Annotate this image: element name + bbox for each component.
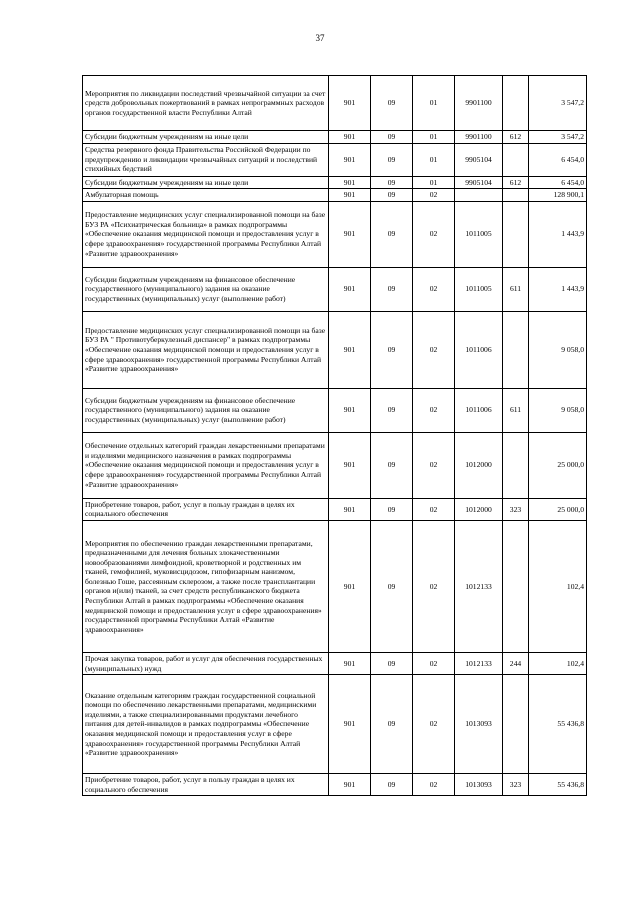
- row-subsection-code: 02: [413, 774, 455, 796]
- row-target-article-code: 1011006: [455, 311, 503, 388]
- row-expense-type-code: [503, 675, 529, 774]
- row-grbs-code: 901: [329, 311, 371, 388]
- table-row: [83, 498, 587, 520]
- row-amount: 55 436,8: [529, 774, 587, 796]
- row-amount: 3 547,2: [529, 131, 587, 144]
- row-name: Предоставление медицинских услуг специализированной помощи на базе БУЗ РА " Противотуберкулезный диспансер" в рамках подпрограммы «Обеспечение оказания медицинской помощи и предоставления услуг в сфере здравоохранения» государственной программы Республики Алтай «Развитие здравоохранения»: [83, 311, 329, 388]
- row-name: Обеспечение отдельных категорий граждан лекарственными препаратами и изделиями медицинского назначения в рамках подпрограммы «Обеспечение оказания медицинской помощи и предоставления услуг в сфере здравоохранения» государственной программы Республики Алтай «Развитие здравоохранения»: [83, 432, 329, 498]
- row-section-code: 09: [371, 189, 413, 202]
- row-grbs-code: 901: [329, 189, 371, 202]
- row-target-article-code: 1013093: [455, 675, 503, 774]
- row-grbs-code: 901: [329, 76, 371, 131]
- row-target-article-code: 9905104: [455, 143, 503, 176]
- row-target-article-code: [455, 189, 503, 202]
- row-target-article-code: 1011005: [455, 267, 503, 311]
- row-target-article-code: 9905104: [455, 176, 503, 189]
- row-name: Мероприятия по ликвидации последствий чрезвычайной ситуации за счет средств добровольных пожертвований в рамках непрограммных расходов органов государственной власти Республики Алтай: [83, 76, 329, 131]
- row-subsection-code: 02: [413, 201, 455, 267]
- row-subsection-code: 01: [413, 76, 455, 131]
- table-row: [83, 774, 587, 796]
- table-row: [83, 131, 587, 144]
- row-expense-type-code: 611: [503, 388, 529, 432]
- row-section-code: 09: [371, 76, 413, 131]
- table-row: [83, 520, 587, 652]
- row-grbs-code: 901: [329, 652, 371, 674]
- row-grbs-code: 901: [329, 267, 371, 311]
- row-subsection-code: 02: [413, 267, 455, 311]
- row-name: Оказание отдельным категориям граждан государственной социальной помощи по обеспечению лекарственными препаратами, медицинскими изделиями, а также специализированными продуктами лечебного питания для детей-инвалидов в рамках подпрограммы «Обеспечение оказания медицинской помощи и предоставления услуг в сфере здравоохранения» государственной программы Республики Алтай «Развитие здравоохранения»: [83, 675, 329, 774]
- row-section-code: 09: [371, 311, 413, 388]
- row-amount: 9 058,0: [529, 311, 587, 388]
- row-grbs-code: 901: [329, 520, 371, 652]
- row-name: Субсидии бюджетным учреждениям на финансовое обеспечение государственного (муниципального) задания на оказание государственных (муниципальных) услуг (выполнение работ): [83, 267, 329, 311]
- row-name: Амбулаторная помощь: [83, 189, 329, 202]
- row-amount: 128 900,1: [529, 189, 587, 202]
- row-amount: 6 454,0: [529, 143, 587, 176]
- row-amount: 9 058,0: [529, 388, 587, 432]
- row-section-code: 09: [371, 675, 413, 774]
- row-target-article-code: 1011005: [455, 201, 503, 267]
- row-expense-type-code: 611: [503, 267, 529, 311]
- row-grbs-code: 901: [329, 432, 371, 498]
- row-name: Приобретение товаров, работ, услуг в пользу граждан в целях их социального обеспечения: [83, 774, 329, 796]
- row-name: Субсидии бюджетным учреждениям на иные цели: [83, 131, 329, 144]
- page-number: 37: [315, 33, 325, 43]
- table-row: [83, 267, 587, 311]
- table-row: [83, 201, 587, 267]
- row-subsection-code: 02: [413, 675, 455, 774]
- row-amount: 1 443,9: [529, 201, 587, 267]
- row-target-article-code: 1012133: [455, 652, 503, 674]
- row-expense-type-code: [503, 76, 529, 131]
- row-expense-type-code: [503, 143, 529, 176]
- table-body: [83, 76, 587, 796]
- table-row: [83, 76, 587, 131]
- row-target-article-code: 1012133: [455, 520, 503, 652]
- row-amount: 25 000,0: [529, 498, 587, 520]
- row-subsection-code: 02: [413, 388, 455, 432]
- row-section-code: 09: [371, 498, 413, 520]
- row-grbs-code: 901: [329, 774, 371, 796]
- row-name: Мероприятия по обеспечению граждан лекарственными препаратами, предназначенными для лечения больных злокачественными новообразованиями лимфоидной, кроветворной и родственных им тканей, гемофилией, муковисцидозом, гипофизарным нанизмом, болезнью Гоше, рассеянным склерозом, а также после трансплантации органов и(или) тканей, за счет средств республиканского бюджета Республики Алтай в рамках подпрограммы «Обеспечение оказания медицинской помощи и предоставления услуг в сфере здравоохранения» государственной программы Республики Алтай «Развитие здравоохранения»: [83, 520, 329, 652]
- row-grbs-code: 901: [329, 143, 371, 176]
- row-amount: 55 436,8: [529, 675, 587, 774]
- row-section-code: 09: [371, 388, 413, 432]
- row-amount: 3 547,2: [529, 76, 587, 131]
- row-target-article-code: 9901100: [455, 76, 503, 131]
- row-target-article-code: 1013093: [455, 774, 503, 796]
- row-target-article-code: 1011006: [455, 388, 503, 432]
- table-row: [83, 675, 587, 774]
- row-section-code: 09: [371, 201, 413, 267]
- row-section-code: 09: [371, 267, 413, 311]
- row-name: Предоставление медицинских услуг специализированной помощи на базе БУЗ РА «Психиатрическая больница» в рамках подпрограммы «Обеспечение оказания медицинской помощи и предоставления услуг в сфере здравоохранения» государственной программы Республики Алтай «Развитие здравоохранения»: [83, 201, 329, 267]
- row-grbs-code: 901: [329, 131, 371, 144]
- table-row: [83, 176, 587, 189]
- row-name: Субсидии бюджетным учреждениям на иные цели: [83, 176, 329, 189]
- row-grbs-code: 901: [329, 498, 371, 520]
- row-name: Средства резервного фонда Правительства Российской Федерации по предупреждению и ликвидации чрезвычайных ситуаций и последствий стихийных бедствий: [83, 143, 329, 176]
- row-section-code: 09: [371, 143, 413, 176]
- row-expense-type-code: [503, 189, 529, 202]
- row-subsection-code: 02: [413, 520, 455, 652]
- row-subsection-code: 01: [413, 176, 455, 189]
- row-section-code: 09: [371, 774, 413, 796]
- row-subsection-code: 02: [413, 311, 455, 388]
- row-section-code: 09: [371, 176, 413, 189]
- row-section-code: 09: [371, 652, 413, 674]
- row-expense-type-code: 323: [503, 498, 529, 520]
- table-row: [83, 143, 587, 176]
- row-expense-type-code: 612: [503, 176, 529, 189]
- row-expense-type-code: [503, 311, 529, 388]
- row-subsection-code: 02: [413, 432, 455, 498]
- row-section-code: 09: [371, 131, 413, 144]
- budget-table: [82, 75, 587, 796]
- row-expense-type-code: 323: [503, 774, 529, 796]
- row-expense-type-code: [503, 520, 529, 652]
- row-amount: 102,4: [529, 652, 587, 674]
- table-row: [83, 311, 587, 388]
- table-row: [83, 432, 587, 498]
- row-expense-type-code: 244: [503, 652, 529, 674]
- table-row: [83, 652, 587, 674]
- row-amount: 1 443,9: [529, 267, 587, 311]
- row-target-article-code: 9901100: [455, 131, 503, 144]
- row-target-article-code: 1012000: [455, 498, 503, 520]
- row-subsection-code: 01: [413, 143, 455, 176]
- row-amount: 25 000,0: [529, 432, 587, 498]
- row-target-article-code: 1012000: [455, 432, 503, 498]
- row-grbs-code: 901: [329, 675, 371, 774]
- table-row: [83, 388, 587, 432]
- row-name: Приобретение товаров, работ, услуг в пользу граждан в целях их социального обеспечения: [83, 498, 329, 520]
- row-expense-type-code: [503, 432, 529, 498]
- row-expense-type-code: 612: [503, 131, 529, 144]
- row-subsection-code: 01: [413, 131, 455, 144]
- row-grbs-code: 901: [329, 176, 371, 189]
- row-expense-type-code: [503, 201, 529, 267]
- row-amount: 102,4: [529, 520, 587, 652]
- row-subsection-code: 02: [413, 498, 455, 520]
- row-section-code: 09: [371, 520, 413, 652]
- row-subsection-code: 02: [413, 189, 455, 202]
- row-name: Прочая закупка товаров, работ и услуг для обеспечения государственных (муниципальных) нужд: [83, 652, 329, 674]
- row-subsection-code: 02: [413, 652, 455, 674]
- table-row: [83, 189, 587, 202]
- row-grbs-code: 901: [329, 201, 371, 267]
- row-section-code: 09: [371, 432, 413, 498]
- row-grbs-code: 901: [329, 388, 371, 432]
- row-amount: 6 454,0: [529, 176, 587, 189]
- row-name: Субсидии бюджетным учреждениям на финансовое обеспечение государственного (муниципального) задания на оказание государственных (муниципальных) услуг (выполнение работ): [83, 388, 329, 432]
